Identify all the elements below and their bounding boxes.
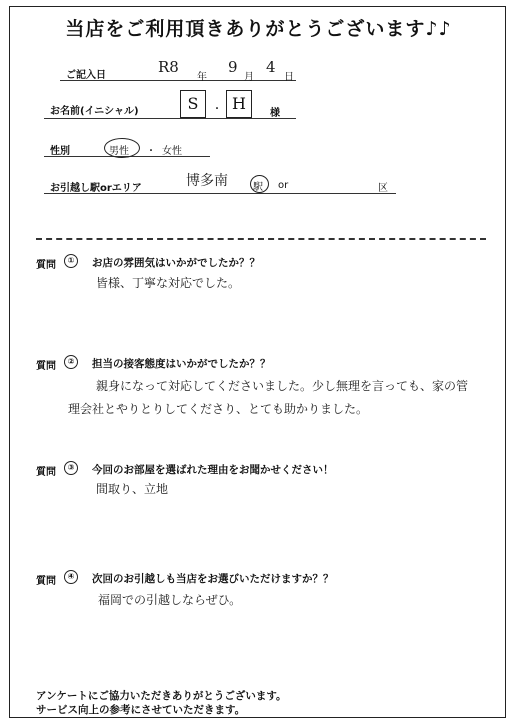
- question-3-answer: 間取り、立地: [96, 482, 169, 496]
- date-era-value: R8: [158, 58, 179, 76]
- name-label: お名前(イニシャル): [50, 106, 139, 117]
- question-4-text: 次回のお引越しも当店をお選びいただけますか？？: [92, 573, 334, 585]
- date-year-unit: 年: [197, 72, 207, 83]
- survey-title: 当店をご利用頂きありがとうございます♪♪: [65, 18, 452, 40]
- question-2-number: ②: [64, 355, 78, 369]
- gender-separator: ・: [146, 146, 156, 157]
- station-label: お引越し駅orエリア: [50, 183, 142, 194]
- station-unit: 駅: [253, 182, 263, 193]
- question-4-answer: 福岡での引越しならぜひ。: [98, 593, 242, 607]
- ward-unit: 区: [378, 183, 388, 194]
- station-value: 博多南: [186, 173, 228, 189]
- question-2-answer-line-2: 理会社とやりとりしてくださり、とても助かりました。: [68, 402, 369, 416]
- question-3-number: ③: [64, 461, 78, 475]
- question-1-text: お店の雰囲気はいかがでしたか？？: [92, 257, 260, 269]
- question-1-answer: 皆様、丁寧な対応でした。: [96, 276, 241, 290]
- footer-note: サービス向上の参考にさせていただきます。: [36, 704, 246, 716]
- initial-box-2: H: [226, 90, 252, 118]
- date-underline: [60, 80, 296, 81]
- initial-separator: ・: [212, 104, 222, 115]
- question-4-label: 質問: [36, 576, 56, 587]
- question-2-text: 担当の接客態度はいかがでしたか？？: [92, 358, 271, 370]
- gender-female-option: 女性: [162, 146, 182, 157]
- station-underline: [44, 193, 396, 194]
- station-or: or: [278, 180, 289, 191]
- question-3-label: 質問: [36, 467, 56, 478]
- question-4-number: ④: [64, 570, 78, 584]
- section-divider: [36, 238, 486, 240]
- question-1-number: ①: [64, 254, 78, 268]
- question-1-label: 質問: [36, 260, 56, 271]
- date-day-value: 4: [266, 58, 276, 76]
- footer-thanks: アンケートにご協力いただきありがとうございます。: [36, 690, 287, 702]
- date-day-unit: 日: [284, 72, 294, 83]
- initial-box-1: S: [180, 90, 206, 118]
- gender-male-option: 男性: [109, 146, 129, 157]
- gender-label: 性別: [50, 146, 70, 157]
- question-3-text: 今回のお部屋を選ばれた理由をお聞かせください！: [92, 464, 334, 476]
- date-month-value: 9: [228, 58, 238, 76]
- date-month-unit: 月: [244, 72, 254, 83]
- name-suffix: 様: [270, 108, 280, 119]
- name-underline: [44, 118, 296, 119]
- question-2-answer-line-1: 親身になって対応してくださいました。少し無理を言っても、家の管: [96, 379, 469, 393]
- question-2-label: 質問: [36, 361, 56, 372]
- date-label: ご記入日: [66, 70, 106, 81]
